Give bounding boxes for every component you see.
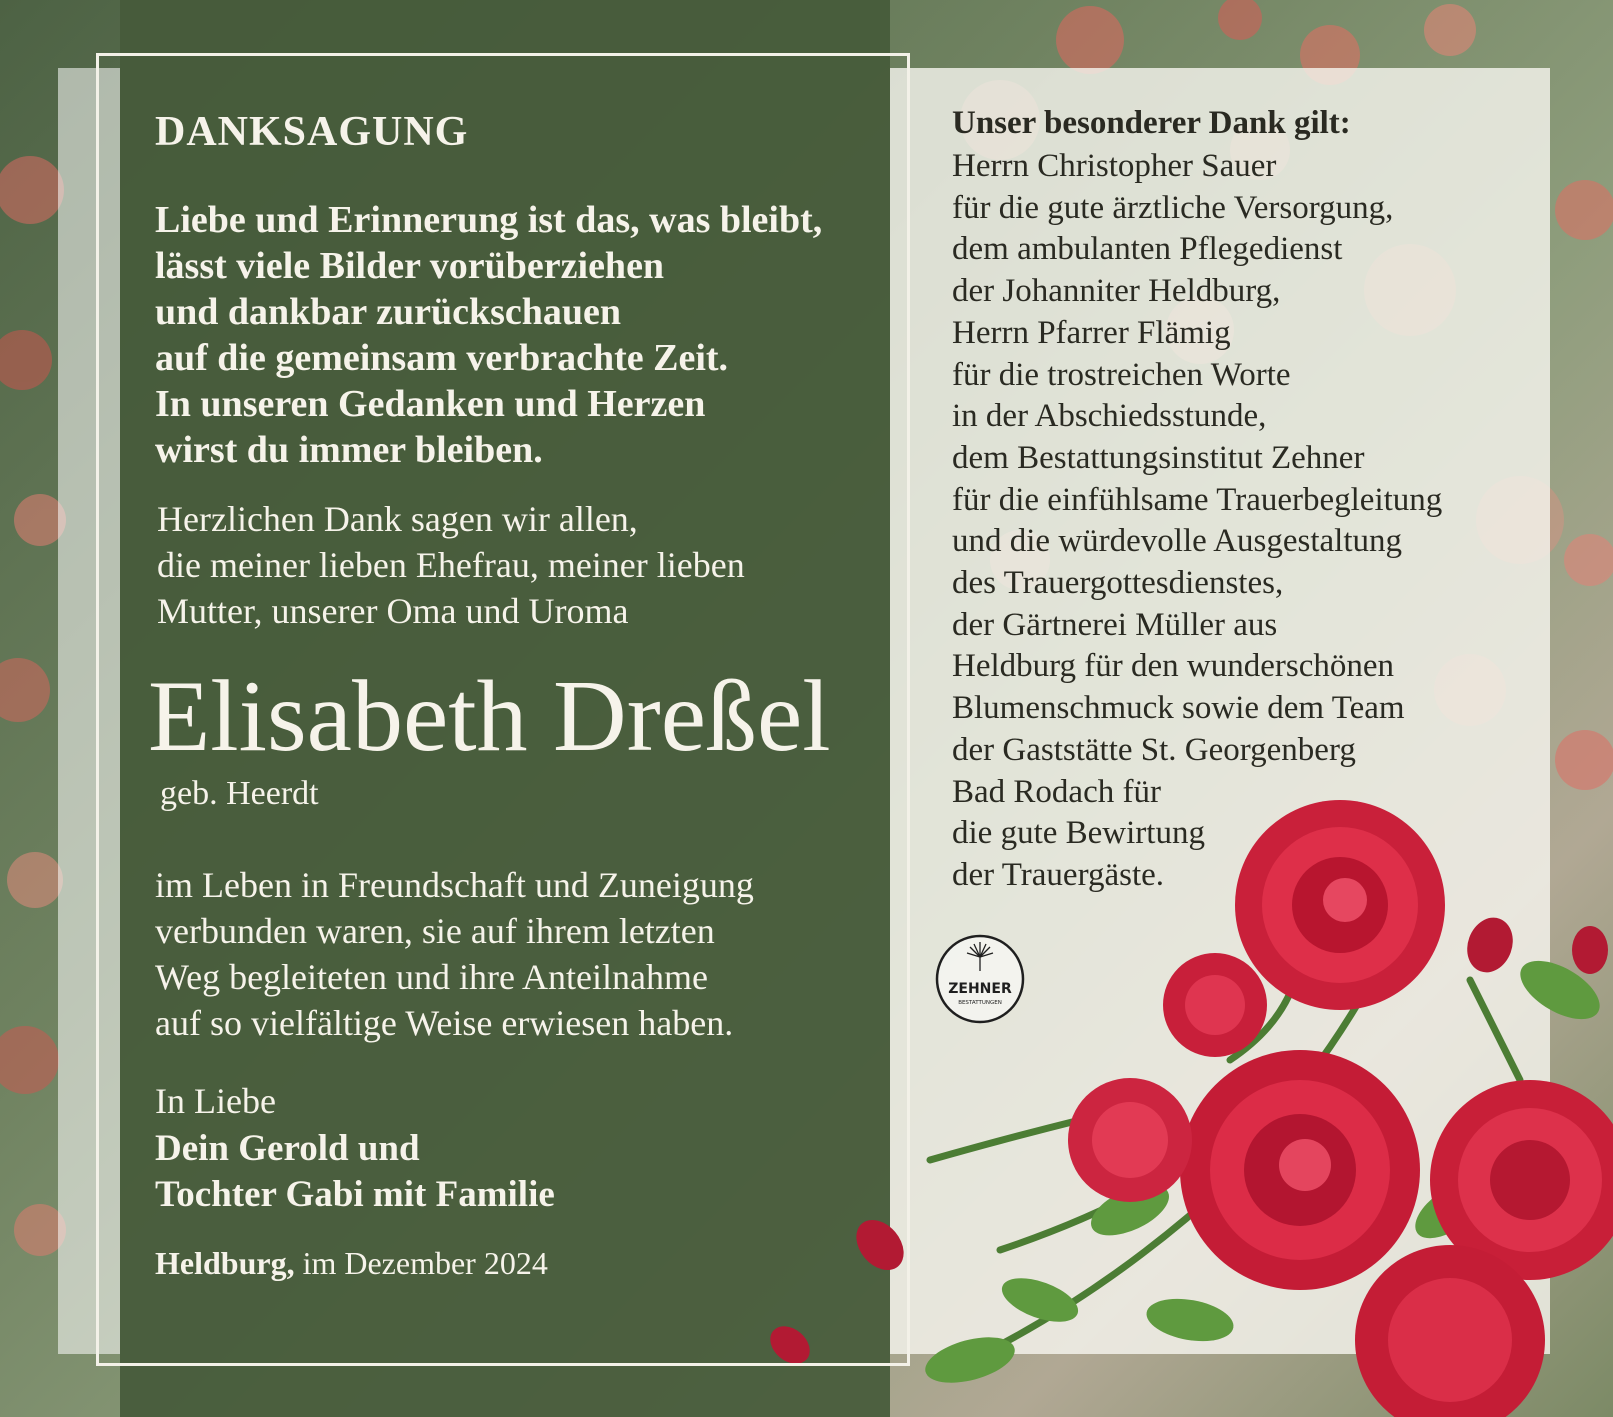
special-thanks-line: Heldburg für den wunderschönen: [952, 648, 1395, 685]
special-thanks-line: für die einfühlsame Trauerbegleitung: [952, 481, 1443, 518]
special-thanks-line: der Gaststätte St. Georgenberg: [952, 731, 1356, 768]
special-thanks-title: Unser besonderer Dank gilt:: [952, 105, 1351, 141]
signatory-line: Tochter Gabi mit Familie: [155, 1174, 555, 1215]
special-thanks-line: der Gärtnerei Müller aus: [952, 606, 1278, 643]
special-thanks-line: Bad Rodach für: [952, 773, 1161, 810]
thanks-body: [155, 862, 754, 1046]
signatory-line: Dein Gerold und: [155, 1128, 420, 1169]
place: Heldburg,: [155, 1245, 295, 1281]
zehner-logo: [934, 933, 1026, 1025]
deceased-name: Elisabeth Dreßel: [148, 660, 831, 773]
place-and-date: [155, 1245, 548, 1282]
special-thanks-line: der Trauergäste.: [952, 856, 1165, 893]
special-thanks-line: dem Bestattungsinstitut Zehner: [952, 439, 1365, 476]
signatories: [155, 1126, 555, 1218]
special-thanks-line: und die würdevolle Ausgestaltung: [952, 523, 1403, 560]
thanks-body-line: auf so vielfältige Weise erwiesen haben.: [155, 1003, 734, 1043]
special-thanks-line: des Trauergottesdienstes,: [952, 565, 1284, 602]
thanks-intro: [157, 496, 745, 634]
thanks-intro-line: die meiner lieben Ehefrau, meiner lieben: [157, 545, 745, 585]
special-thanks-line: Herrn Pfarrer Flämig: [952, 314, 1231, 351]
heading-danksagung: DANKSAGUNG: [155, 109, 469, 155]
special-thanks-line: dem ambulanten Pflegedienst: [952, 231, 1343, 268]
thanks-intro-line: Mutter, unserer Oma und Uroma: [157, 591, 629, 631]
special-thanks-line: in der Abschiedsstunde,: [952, 398, 1267, 435]
logo-wordmark: ZEHNER: [948, 981, 1012, 997]
verse-line: wirst du immer bleiben.: [155, 429, 543, 471]
closing-phrase: In Liebe: [155, 1081, 276, 1121]
verse-line: Liebe und Erinnerung ist das, was bleibt,: [155, 199, 823, 241]
special-thanks-line: für die trostreichen Worte: [952, 356, 1291, 393]
special-thanks-line: Blumenschmuck sowie dem Team: [952, 690, 1405, 727]
memorial-verse: [155, 197, 822, 473]
special-thanks-line: für die gute ärztliche Versorgung,: [952, 189, 1394, 226]
verse-line: lässt viele Bilder vorüberziehen: [155, 245, 665, 287]
special-thanks-list: [952, 146, 1442, 897]
special-thanks-line: die gute Bewirtung: [952, 815, 1205, 852]
special-thanks-line: Herrn Christopher Sauer: [952, 148, 1277, 184]
thanks-body-line: Weg begleiteten und ihre Anteilnahme: [155, 957, 708, 997]
thanks-intro-line: Herzlichen Dank sagen wir allen,: [157, 499, 638, 539]
date: im Dezember 2024: [302, 1245, 548, 1281]
thanks-body-line: verbunden waren, sie auf ihrem letzten: [155, 911, 715, 951]
thanks-body-line: im Leben in Freundschaft und Zuneigung: [155, 865, 754, 905]
logo-subtitle: BESTATTUNGEN: [958, 1000, 1002, 1006]
verse-line: auf die gemeinsam verbrachte Zeit.: [155, 337, 729, 379]
birth-name: geb. Heerdt: [160, 775, 319, 812]
special-thanks-line: der Johanniter Heldburg,: [952, 273, 1281, 310]
verse-line: In unseren Gedanken und Herzen: [155, 383, 706, 425]
verse-line: und dankbar zurückschauen: [155, 291, 622, 333]
